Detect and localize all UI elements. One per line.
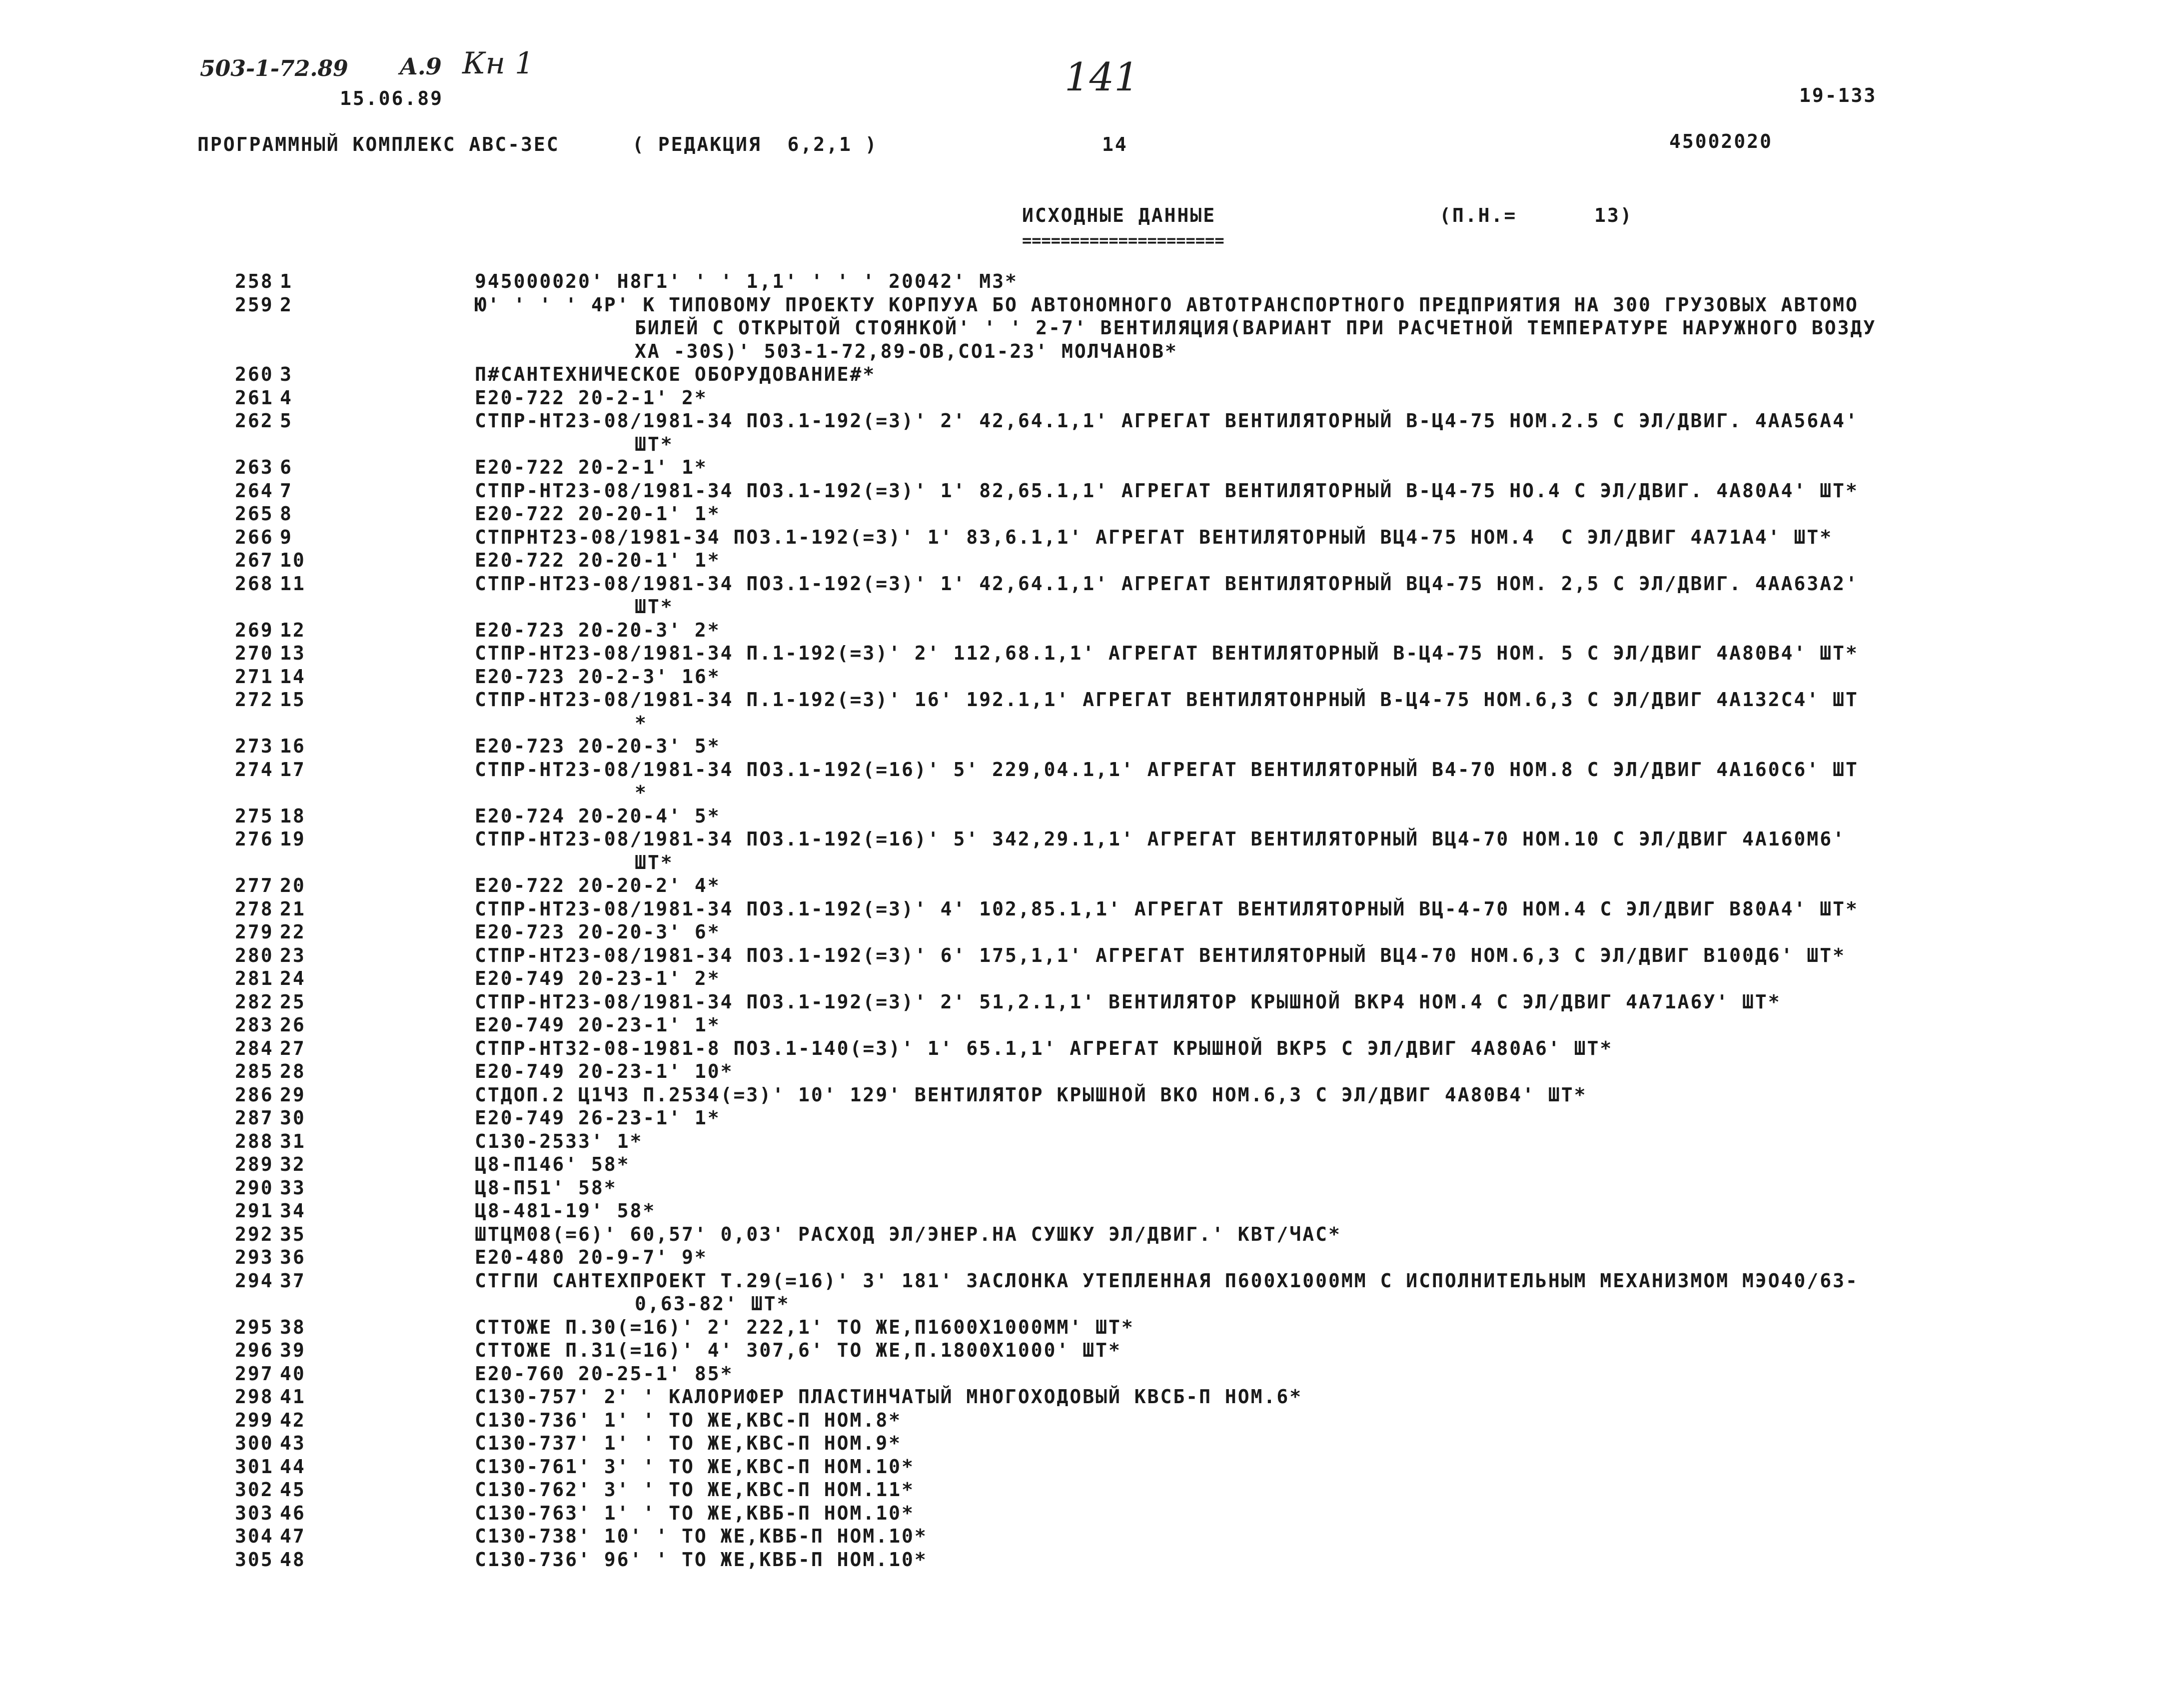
table-row [0, 920, 2184, 944]
row-text-line: СТТОЖЕ П.31(=16)' 4' 307,6' ТО ЖЕ,П.1800Х1000' ШТ* [475, 1339, 1121, 1361]
row-item-number: 18 [280, 805, 306, 827]
row-item-number: 32 [280, 1153, 306, 1175]
row-item-number: 37 [280, 1269, 306, 1292]
row-text-line: 945000020' Н8Г1' ' ' 1,1' ' ' ' 20042' М3* [475, 270, 1018, 292]
row-text [475, 1199, 1989, 1223]
program-edition: ( РЕДАКЦИЯ 6,2,1 ) [632, 133, 878, 155]
source-data-table [0, 270, 2184, 1571]
header-doc-id: 45002020 [1669, 130, 1773, 152]
row-text-line: Е20-722 20-2-1' 2* [475, 386, 708, 409]
row-text [475, 642, 1989, 665]
row-text [475, 688, 1989, 735]
row-text-line: СТПР-НТ23-08/1981-34 П.1-192(=3)' 2' 112,68.1,1' АГРЕГАТ ВЕНТИЛЯТОРНЫЙ В-Ц4-75 НОМ. 5 С ЭЛ/ДВИГ 4А80В4' ШТ* [475, 642, 1859, 664]
row-item-number: 41 [280, 1386, 306, 1408]
row-item-number: 48 [280, 1548, 306, 1571]
row-item-number: 23 [280, 944, 306, 966]
table-row [0, 293, 2184, 363]
table-row [0, 897, 2184, 921]
row-text-line: СТГПИ САНТЕХПРОЕКТ Т.29(=16)' 3' 181' ЗАСЛОНКА УТЕПЛЕННАЯ П600Х1000ММ С ИСПОЛНИТЕЛЬНЫМ МЕХАНИЗМОМ МЭО40/63- [475, 1269, 1859, 1292]
row-text-line: СТПР-НТ23-08/1981-34 ПО3.1-192(=3)' 1' 82,65.1,1' АГРЕГАТ ВЕНТИЛЯТОРНЫЙ В-Ц4-75 НО.4 С ЭЛ/ДВИГ. 4А80А4' ШТ* [475, 479, 1859, 502]
row-text [475, 1223, 1989, 1246]
row-item-number: 5 [280, 410, 293, 432]
table-row [0, 1223, 2184, 1246]
row-item-number: 4 [280, 386, 293, 409]
row-sequence-number: 295 [235, 1316, 274, 1338]
row-text-line: С130-738' 10' ' ТО ЖЕ,КВБ-П НОМ.10* [475, 1525, 928, 1547]
row-text-line: Е20-480 20-9-7' 9* [475, 1246, 708, 1268]
table-row [0, 619, 2184, 642]
table-row [0, 1060, 2184, 1083]
row-item-number: 11 [280, 572, 306, 595]
row-item-number: 8 [280, 503, 293, 525]
row-item-number: 44 [280, 1455, 306, 1478]
row-text [475, 828, 1989, 874]
row-sequence-number: 303 [235, 1502, 274, 1524]
row-text [475, 897, 1989, 921]
row-item-number: 36 [280, 1246, 306, 1268]
row-text-line: СТДОП.2 Ц1Ч3 П.2534(=3)' 10' 129' ВЕНТИЛЯТОР КРЫШНОЙ ВКО НОМ.6,3 С ЭЛ/ДВИГ 4А80В4' ШТ* [475, 1083, 1587, 1106]
row-text-line: Е20-760 20-25-1' 85* [475, 1362, 734, 1385]
row-text [475, 1502, 1989, 1525]
row-text-line: ШТ* [635, 433, 674, 455]
row-text-line: ШТЦМ08(=6)' 60,57' 0,03' РАСХОД ЭЛ/ЭНЕР.НА СУШКУ ЭЛ/ДВИГ.' КВТ/ЧАС* [475, 1223, 1341, 1245]
row-text-line: С130-737' 1' ' ТО ЖЕ,КВС-П НОМ.9* [475, 1432, 902, 1454]
row-text [475, 990, 1989, 1014]
handwritten-project-code: 503-1-72.89 [200, 56, 348, 81]
table-row [0, 1013, 2184, 1037]
row-sequence-number: 267 [235, 549, 274, 571]
row-text [475, 1037, 1989, 1060]
row-sequence-number: 287 [235, 1107, 274, 1129]
row-sequence-number: 269 [235, 619, 274, 641]
section-title-underline: ===================== [1022, 231, 1224, 250]
table-row [0, 1316, 2184, 1339]
row-sequence-number: 290 [235, 1176, 274, 1199]
row-item-number: 1 [280, 270, 293, 292]
table-row [0, 874, 2184, 897]
row-text-line: СТПР-НТ32-08-1981-8 ПО3.1-140(=3)' 1' 65.1,1' АГРЕГАТ КРЫШНОЙ ВКР5 С ЭЛ/ДВИГ 4А80А6' ШТ* [475, 1037, 1613, 1059]
row-text [475, 1106, 1989, 1130]
row-sequence-number: 261 [235, 386, 274, 409]
row-text-line: ШТ* [635, 596, 674, 618]
row-text [475, 1060, 1989, 1083]
handwritten-page-number: 141 [1065, 55, 1139, 100]
table-row [0, 990, 2184, 1014]
row-item-number: 12 [280, 619, 306, 641]
table-row [0, 1199, 2184, 1223]
table-row [0, 1478, 2184, 1502]
row-text [475, 456, 1989, 479]
row-text [475, 1083, 1989, 1107]
row-sequence-number: 301 [235, 1455, 274, 1478]
table-row [0, 270, 2184, 293]
row-sequence-number: 293 [235, 1246, 274, 1268]
row-text-line: СТТОЖЕ П.30(=16)' 2' 222,1' ТО ЖЕ,П1600Х1000ММ' ШТ* [475, 1316, 1134, 1338]
row-text [475, 944, 1989, 967]
table-row [0, 479, 2184, 503]
table-row [0, 665, 2184, 689]
row-item-number: 15 [280, 689, 306, 711]
row-item-number: 42 [280, 1409, 306, 1431]
row-item-number: 7 [280, 479, 293, 502]
table-row [0, 1176, 2184, 1200]
table-row [0, 409, 2184, 456]
row-item-number: 35 [280, 1223, 306, 1245]
table-row [0, 572, 2184, 619]
row-text-line: С130-2533' 1* [475, 1130, 643, 1152]
row-text [475, 1176, 1989, 1200]
row-text-line: СТПР-НТ23-08/1981-34 ПО3.1-192(=3)' 2' 51,2.1,1' ВЕНТИЛЯТОР КРЫШНОЙ ВКР4 НОМ.4 С ЭЛ/ДВИГ 4А71А6У' ШТ* [475, 990, 1781, 1013]
row-text-line: Е20-723 20-20-3' 5* [475, 735, 721, 757]
row-item-number: 38 [280, 1316, 306, 1338]
row-sequence-number: 305 [235, 1548, 274, 1571]
row-item-number: 27 [280, 1037, 306, 1059]
row-item-number: 34 [280, 1200, 306, 1222]
row-text-line: Е20-723 20-20-3' 2* [475, 619, 721, 641]
row-text-line: СТПР-НТ23-08/1981-34 ПО3.1-192(=16)' 5' 229,04.1,1' АГРЕГАТ ВЕНТИЛЯТОРНЫЙ В4-70 НОМ.8 С ЭЛ/ДВИГ 4А160С6' ШТ [475, 758, 1859, 781]
row-text-line: Е20-749 20-23-1' 2* [475, 967, 721, 989]
row-sequence-number: 298 [235, 1386, 274, 1408]
row-sequence-number: 277 [235, 874, 274, 896]
row-text [475, 1269, 1989, 1316]
row-text [475, 805, 1989, 828]
row-text [475, 270, 1989, 293]
table-row [0, 1037, 2184, 1060]
table-row [0, 688, 2184, 735]
row-text [475, 1525, 1989, 1548]
row-item-number: 10 [280, 549, 306, 571]
row-text [475, 1548, 1989, 1572]
table-row [0, 526, 2184, 549]
header-date: 15.06.89 [340, 87, 444, 109]
header-page-num: 14 [1102, 133, 1128, 155]
row-text-line: Е20-749 26-23-1' 1* [475, 1107, 721, 1129]
row-sequence-number: 260 [235, 363, 274, 385]
row-sequence-number: 283 [235, 1014, 274, 1036]
row-item-number: 43 [280, 1432, 306, 1454]
row-item-number: 9 [280, 526, 293, 548]
table-row [0, 1525, 2184, 1548]
handwritten-album: A.9 [400, 53, 442, 80]
row-item-number: 25 [280, 990, 306, 1013]
table-row [0, 363, 2184, 386]
row-item-number: 20 [280, 874, 306, 896]
row-text [475, 363, 1989, 386]
row-text-line: СТПР-НТ23-08/1981-34 П.1-192(=3)' 16' 192.1,1' АГРЕГАТ ВЕНТИЛЯТОНРНЫЙ В-Ц4-75 НОМ.6,3 С ЭЛ/ДВИГ 4А132С4' ШТ [475, 689, 1859, 711]
table-row [0, 1339, 2184, 1362]
row-text [475, 735, 1989, 758]
row-sequence-number: 296 [235, 1339, 274, 1361]
row-text-line: ШТ* [635, 851, 674, 873]
row-text-line: * [635, 712, 648, 734]
handwritten-book: Кн 1 [462, 46, 534, 81]
row-text-line: С130-762' 3' ' ТО ЖЕ,КВС-П НОМ.11* [475, 1479, 915, 1501]
row-sequence-number: 268 [235, 572, 274, 595]
row-text-line: БИЛЕЙ С ОТКРЫТОЙ СТОЯНКОЙ' ' ' 2-7' ВЕНТИЛЯЦИЯ(ВАРИАНТ ПРИ РАСЧЕТНОЙ ТЕМПЕРАТУРЕ НАРУЖНОГО ВОЗДУ [635, 317, 1877, 339]
row-item-number: 14 [280, 665, 306, 688]
row-text-line: С130-757' 2' ' КАЛОРИФЕР ПЛАСТИНЧАТЫЙ МНОГОХОДОВЫЙ КВСБ-П НОМ.6* [475, 1386, 1303, 1408]
row-text [475, 758, 1989, 805]
row-text [475, 1478, 1989, 1502]
row-text [475, 1013, 1989, 1037]
row-text-line: Ц8-П146' 58* [475, 1153, 630, 1175]
row-text-line: СТПР-НТ23-08/1981-34 ПО3.1-192(=3)' 6' 175,1,1' АГРЕГАТ ВЕНТИЛЯТОРНЫЙ ВЦ4-70 НОМ.6,3 С ЭЛ/ДВИГ В100Д6' ШТ* [475, 944, 1846, 966]
table-row [0, 944, 2184, 967]
row-item-number: 6 [280, 456, 293, 478]
row-item-number: 40 [280, 1362, 306, 1385]
row-sequence-number: 271 [235, 665, 274, 688]
row-sequence-number: 282 [235, 990, 274, 1013]
row-item-number: 21 [280, 897, 306, 920]
row-text [475, 1432, 1989, 1455]
table-row [0, 386, 2184, 410]
table-row [0, 805, 2184, 828]
row-item-number: 22 [280, 921, 306, 943]
row-item-number: 13 [280, 642, 306, 664]
row-item-number: 33 [280, 1176, 306, 1199]
row-text [475, 1339, 1989, 1362]
row-text [475, 572, 1989, 619]
row-text-line: Ю' ' ' ' 4Р' К ТИПОВОМУ ПРОЕКТУ КОРПУУА БО АВТОНОМНОГО АВТОТРАНСПОРТНОГО ПРЕДПРИЯТИЯ НА 300 ГРУЗОВЫХ АВТОМО [475, 293, 1859, 316]
row-sequence-number: 299 [235, 1409, 274, 1431]
row-text-line: Е20-723 20-2-3' 16* [475, 665, 721, 688]
row-item-number: 2 [280, 293, 293, 316]
table-row [0, 1385, 2184, 1409]
row-sequence-number: 264 [235, 479, 274, 502]
row-text [475, 409, 1989, 456]
table-row [0, 642, 2184, 665]
table-row [0, 1246, 2184, 1269]
row-text [475, 1362, 1989, 1386]
row-text-line: Е20-722 20-20-1' 1* [475, 503, 721, 525]
table-row [0, 1432, 2184, 1455]
row-text-line: * [635, 782, 648, 804]
row-text [475, 479, 1989, 503]
row-text-line: Ц8-П51' 58* [475, 1176, 617, 1199]
row-item-number: 16 [280, 735, 306, 757]
table-row [0, 1502, 2184, 1525]
row-sequence-number: 302 [235, 1479, 274, 1501]
row-sequence-number: 273 [235, 735, 274, 757]
table-row [0, 1106, 2184, 1130]
row-text-line: П#САНТЕХНИЧЕСКОЕ ОБОРУДОВАНИЕ#* [475, 363, 876, 385]
table-row [0, 1130, 2184, 1153]
row-text-line: С130-736' 1' ' ТО ЖЕ,КВС-П НОМ.8* [475, 1409, 902, 1431]
row-sequence-number: 294 [235, 1269, 274, 1292]
row-sequence-number: 304 [235, 1525, 274, 1547]
table-row [0, 1455, 2184, 1479]
row-text-line: Е20-749 20-23-1' 1* [475, 1014, 721, 1036]
header-sheet-code: 19-133 [1799, 84, 1877, 106]
row-text [475, 874, 1989, 897]
row-sequence-number: 291 [235, 1200, 274, 1222]
section-title: ИСХОДНЫЕ ДАННЫЕ [1022, 204, 1216, 226]
row-sequence-number: 278 [235, 897, 274, 920]
row-text [475, 549, 1989, 572]
row-sequence-number: 300 [235, 1432, 274, 1454]
row-item-number: 45 [280, 1479, 306, 1501]
row-text-line: Е20-723 20-20-3' 6* [475, 921, 721, 943]
row-text-line: СТПР-НТ23-08/1981-34 ПО3.1-192(=3)' 4' 102,85.1,1' АГРЕГАТ ВЕНТИЛЯТОРНЫЙ ВЦ-4-70 НОМ.4 С ЭЛ/ДВИГ В80А4' ШТ* [475, 897, 1859, 920]
row-sequence-number: 272 [235, 689, 274, 711]
row-sequence-number: 270 [235, 642, 274, 664]
table-row [0, 456, 2184, 479]
row-sequence-number: 289 [235, 1153, 274, 1175]
row-item-number: 46 [280, 1502, 306, 1524]
table-row [0, 1362, 2184, 1386]
row-text [475, 386, 1989, 410]
row-item-number: 19 [280, 828, 306, 850]
row-sequence-number: 258 [235, 270, 274, 292]
row-item-number: 3 [280, 363, 293, 385]
table-row [0, 828, 2184, 874]
row-text [475, 1246, 1989, 1269]
row-sequence-number: 284 [235, 1037, 274, 1059]
program-title: ПРОГРАММНЫЙ КОМПЛЕКС АВС-3ЕС [197, 133, 560, 155]
row-item-number: 30 [280, 1107, 306, 1129]
row-item-number: 29 [280, 1083, 306, 1106]
row-sequence-number: 288 [235, 1130, 274, 1152]
pn-value: 13) [1594, 204, 1633, 226]
row-text [475, 665, 1989, 689]
row-text-line: С130-763' 1' ' ТО ЖЕ,КВБ-П НОМ.10* [475, 1502, 915, 1524]
row-sequence-number: 265 [235, 503, 274, 525]
row-text-line: 0,63-82' ШТ* [635, 1293, 790, 1315]
row-text [475, 920, 1989, 944]
row-text [475, 1316, 1989, 1339]
table-row [0, 1153, 2184, 1176]
row-item-number: 47 [280, 1525, 306, 1547]
row-text-line: Е20-724 20-20-4' 5* [475, 805, 721, 827]
row-sequence-number: 259 [235, 293, 274, 316]
table-row [0, 735, 2184, 758]
row-sequence-number: 280 [235, 944, 274, 966]
row-text [475, 502, 1989, 526]
row-text-line: СТПР-НТ23-08/1981-34 ПО3.1-192(=3)' 1' 42,64.1,1' АГРЕГАТ ВЕНТИЛЯТОРНЫЙ ВЦ4-75 НОМ. 2,5 С ЭЛ/ДВИГ. 4АА63А2' [475, 572, 1859, 595]
row-sequence-number: 286 [235, 1083, 274, 1106]
table-row [0, 1083, 2184, 1107]
row-item-number: 39 [280, 1339, 306, 1361]
row-item-number: 26 [280, 1014, 306, 1036]
row-text [475, 619, 1989, 642]
row-text [475, 293, 1989, 363]
row-text-line: Е20-749 20-23-1' 10* [475, 1060, 734, 1082]
row-item-number: 31 [280, 1130, 306, 1152]
row-sequence-number: 297 [235, 1362, 274, 1385]
row-text [475, 1409, 1989, 1432]
pn-label: (П.Н.= [1439, 204, 1517, 226]
row-sequence-number: 276 [235, 828, 274, 850]
row-sequence-number: 263 [235, 456, 274, 478]
row-text-line: СТПРНТ23-08/1981-34 ПО3.1-192(=3)' 1' 83,6.1,1' АГРЕГАТ ВЕНТИЛЯТОРНЫЙ ВЦ4-75 НОМ.4 С ЭЛ/ДВИГ 4А71А4' ШТ* [475, 526, 1833, 548]
row-text-line: С130-761' 3' ' ТО ЖЕ,КВС-П НОМ.10* [475, 1455, 915, 1478]
row-sequence-number: 285 [235, 1060, 274, 1082]
table-row [0, 1548, 2184, 1572]
row-text [475, 1455, 1989, 1479]
row-item-number: 24 [280, 967, 306, 989]
row-item-number: 28 [280, 1060, 306, 1082]
row-text-line: Ц8-481-19' 58* [475, 1200, 656, 1222]
row-text [475, 1385, 1989, 1409]
row-sequence-number: 266 [235, 526, 274, 548]
table-row [0, 967, 2184, 990]
table-row [0, 758, 2184, 805]
row-text [475, 967, 1989, 990]
row-sequence-number: 275 [235, 805, 274, 827]
row-sequence-number: 292 [235, 1223, 274, 1245]
row-text-line: Е20-722 20-20-2' 4* [475, 874, 721, 896]
row-sequence-number: 262 [235, 410, 274, 432]
row-text [475, 526, 1989, 549]
row-sequence-number: 274 [235, 758, 274, 781]
row-sequence-number: 281 [235, 967, 274, 989]
table-row [0, 1269, 2184, 1316]
row-text [475, 1130, 1989, 1153]
row-text-line: СТПР-НТ23-08/1981-34 ПО3.1-192(=3)' 2' 42,64.1,1' АГРЕГАТ ВЕНТИЛЯТОРНЫЙ В-Ц4-75 НОМ.2.5 С ЭЛ/ДВИГ. 4АА56А4' [475, 410, 1859, 432]
row-text-line: С130-736' 96' ' ТО ЖЕ,КВБ-П НОМ.10* [475, 1548, 928, 1571]
row-sequence-number: 279 [235, 921, 274, 943]
row-text-line: Е20-722 20-2-1' 1* [475, 456, 708, 478]
row-text [475, 1153, 1989, 1176]
row-text-line: ХА -30Ѕ)' 503-1-72,89-ОВ,СО1-23' МОЛЧАНОВ* [635, 340, 1178, 362]
table-row [0, 549, 2184, 572]
table-row [0, 1409, 2184, 1432]
row-text-line: Е20-722 20-20-1' 1* [475, 549, 721, 571]
table-row [0, 502, 2184, 526]
row-item-number: 17 [280, 758, 306, 781]
row-text-line: СТПР-НТ23-08/1981-34 ПО3.1-192(=16)' 5' 342,29.1,1' АГРЕГАТ ВЕНТИЛЯТОРНЫЙ ВЦ4-70 НОМ.10 С ЭЛ/ДВИГ 4А160М6' [475, 828, 1846, 850]
